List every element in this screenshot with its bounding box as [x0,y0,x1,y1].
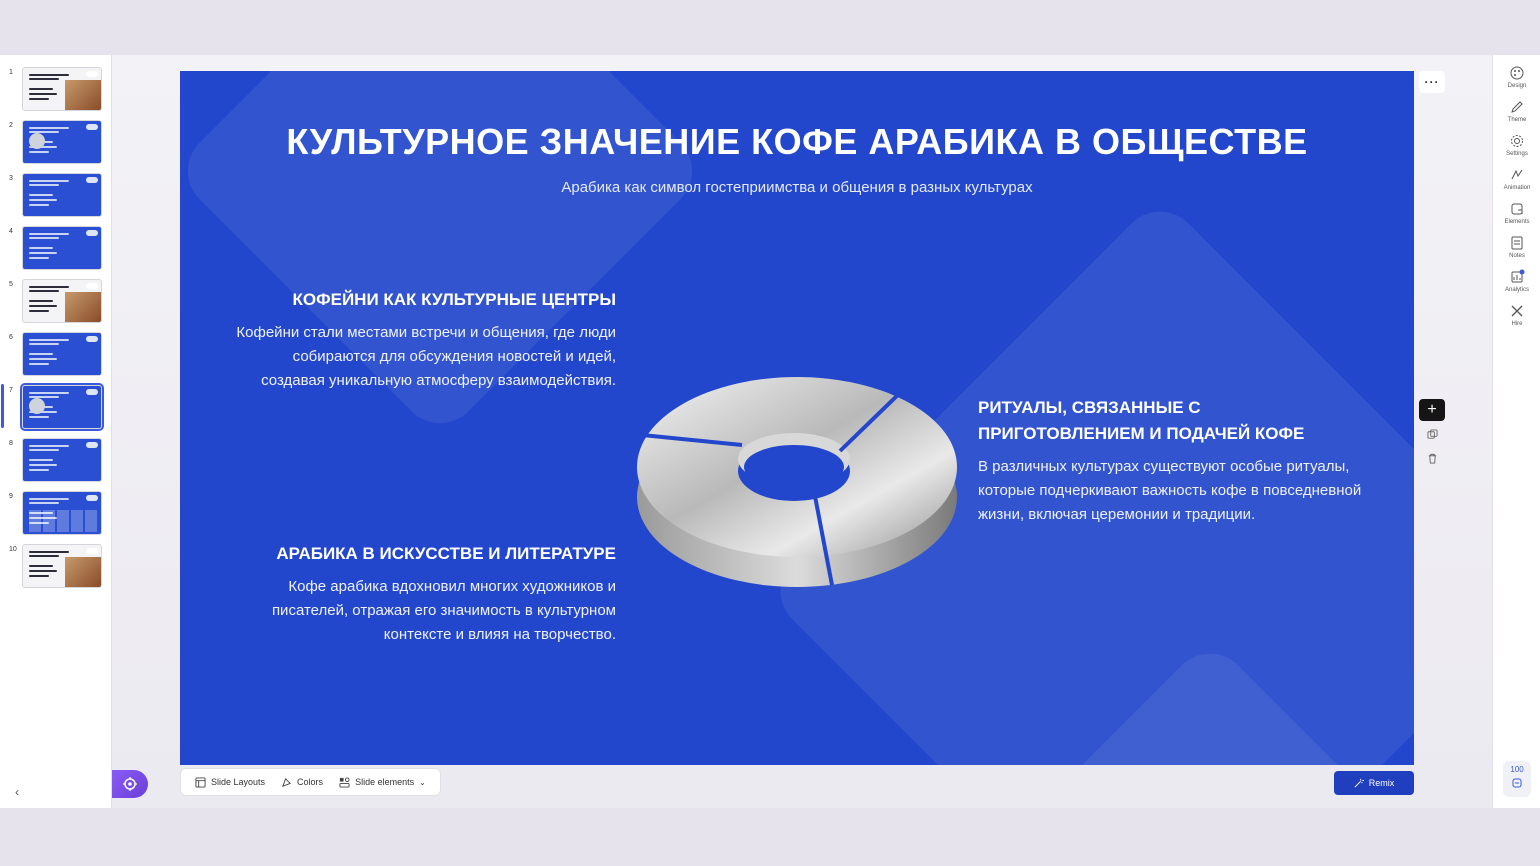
thumbnail-text-line [29,310,49,312]
slide-thumbnail[interactable] [22,173,102,217]
thumbnail-text-line [29,237,59,239]
right-sidebar [1492,55,1540,808]
thumbnail-text-line [29,392,69,394]
sidebar-item-label: Settings [1506,151,1528,157]
sidebar-item-settings[interactable] [1493,133,1540,157]
block-text: Кофейни стали местами встречи и общения, где люди собираются для обсуждения новостей и идей, создавая уникальную атмосферу взаимодействия. [236,324,616,389]
sidebar-item-hire[interactable] [1493,303,1540,327]
colors-button[interactable] [273,769,331,795]
thumbnail-text-line [29,358,57,360]
slide-thumbnail[interactable] [22,279,102,323]
remix-label: Remix [1368,778,1395,788]
thumbnail-ring [29,398,45,414]
slide-number: 7 [9,387,13,394]
thumbnail-text-line [29,449,59,451]
slide-elements-button[interactable] [331,769,434,795]
thumbnail-text-line [29,247,53,249]
block-text: Кофе арабика вдохновил многих художников и писателей, отражая его значимость в культурном контексте и влияя на творчество. [271,578,616,643]
text-block-art[interactable] [220,541,616,647]
slide-canvas[interactable] [180,71,1414,765]
copy-icon [1427,429,1438,440]
slide-number: 1 [9,69,13,76]
sidebar-item-label: Animation [1503,185,1531,191]
thumbnail-text-line [29,575,49,577]
slide-thumbnail[interactable] [22,544,102,588]
slide-number: 5 [9,281,13,288]
thumbnail-column [57,510,69,532]
sidebar-item-analytics[interactable] [1493,269,1540,293]
thumbnail-image [65,557,101,587]
slide-thumbnail-row[interactable] [0,438,112,486]
thumbnail-text-line [29,416,49,418]
thumbnail-text-line [29,199,57,201]
slide-thumbnail[interactable] [22,385,102,429]
slide-thumbnail[interactable] [22,226,102,270]
slide-thumbnail[interactable] [22,332,102,376]
analytics-icon [1509,269,1525,285]
slide-thumbnail-row[interactable] [0,226,112,274]
thumbnail-menu-icon[interactable] [86,177,98,183]
thumbnail-text-line [29,469,49,471]
sidebar-item-label: Hire [1511,321,1523,327]
thumbnail-column [29,510,41,532]
notes-icon [1509,235,1525,251]
thumbnail-text-line [29,498,69,500]
thumbnail-text-line [29,300,53,302]
brush-icon [1509,99,1525,115]
thumbnail-text-line [29,180,69,182]
sidebar-item-label: Design [1507,83,1527,89]
slide-number: 10 [9,546,17,553]
remix-button[interactable] [1334,771,1414,795]
trash-icon [1427,453,1438,464]
sidebar-item-theme[interactable] [1493,99,1540,123]
delete-button[interactable] [1419,449,1445,471]
top-background-band [0,0,1540,55]
slide-layouts-label: Slide Layouts [211,777,266,787]
colors-label: Colors [297,777,324,787]
layers-icon [1511,777,1523,789]
thumbnail-menu-icon[interactable] [86,442,98,448]
block-heading: РИТУАЛЫ, СВЯЗАННЫЕ С ПРИГОТОВЛЕНИЕМ И ПОДАЧЕЙ КОФЕ [978,398,1305,443]
text-block-coffeehouses[interactable] [230,287,616,393]
slide-thumbnail-row[interactable] [0,120,112,168]
sidebar-item-label: Elements [1504,219,1530,225]
slide-layouts-button[interactable] [187,769,273,795]
thumbnail-text-line [29,151,49,153]
thumbnail-text-line [29,343,59,345]
ai-assistant-button[interactable] [112,770,148,798]
slide-number: 8 [9,440,13,447]
thumbnail-text-line [29,127,69,129]
slide-number: 2 [9,122,13,129]
thumbnail-text-line [29,204,49,206]
thumbnail-ring [29,133,45,149]
slide-number: 6 [9,334,13,341]
thumbnail-text-line [29,257,49,259]
elements-icon [1509,201,1525,217]
thumbnail-text-line [29,555,59,557]
slide-thumbnail-row[interactable] [0,332,112,380]
duplicate-button[interactable] [1419,425,1445,447]
bottom-background-band [0,808,1540,866]
slide-more-button[interactable]: ··· [1419,71,1445,93]
slide-thumbnail[interactable] [22,120,102,164]
slide-number: 9 [9,493,13,500]
palette-icon [1509,65,1525,81]
thumbnail-column [71,510,83,532]
thumbnail-menu-icon[interactable] [86,495,98,501]
thumbnail-menu-icon[interactable] [86,71,98,77]
thumbnail-text-line [29,98,49,100]
block-text: В различных культурах существуют особые ритуалы, которые подчеркивают важность кофе в повседневной жизни, включая церемонии и традиции. [978,458,1362,523]
sidebar-item-elements[interactable] [1493,201,1540,225]
tools-icon [1509,303,1525,319]
bottom-toolbar [180,768,441,796]
thumbnail-menu-icon[interactable] [86,548,98,554]
thumbnail-text-line [29,459,53,461]
thumbnail-column [85,510,97,532]
sidebar-item-design[interactable] [1493,65,1540,89]
thumbnail-menu-icon[interactable] [86,124,98,130]
slide-thumbnail[interactable] [22,67,102,111]
sidebar-item-label: Analytics [1504,287,1529,293]
slide-number: 3 [9,175,13,182]
slide-thumbnail-row[interactable] [0,544,112,592]
thumbnail-text-line [29,570,57,572]
motion-icon [1509,167,1525,183]
thumbnail-column [43,510,55,532]
segmented-ring-graphic[interactable] [632,359,962,589]
thumbnail-text-line [29,363,49,365]
sidebar-item-label: Notes [1509,253,1525,259]
thumbnail-text-line [29,194,53,196]
slide-thumbnail[interactable] [22,438,102,482]
text-block-rituals[interactable] [978,395,1370,527]
thumbnail-text-line [29,78,59,80]
thumbnail-text-line [29,74,69,76]
ring-hole-open [744,445,844,489]
layout-icon [195,777,206,788]
thumbnail-text-line [29,464,57,466]
block-heading: КОФЕЙНИ КАК КУЛЬТУРНЫЕ ЦЕНТРЫ [292,290,616,309]
slide-number: 4 [9,228,13,235]
zoom-value: 100 [1510,765,1524,774]
slide-thumbnail[interactable] [22,491,102,535]
zoom-indicator[interactable] [1503,761,1531,797]
sidebar-item-label: Theme [1507,117,1527,123]
slide-thumbnail-row[interactable] [0,173,112,221]
magic-wand-icon [1354,778,1364,788]
thumbnail-text-line [29,184,59,186]
add-element-button[interactable]: + [1419,399,1445,421]
slide-title[interactable]: КУЛЬТУРНОЕ ЗНАЧЕНИЕ КОФЕ АРАБИКА В ОБЩЕСТВЕ [286,121,1308,162]
chevron-down-icon: ⌄ [419,777,426,787]
slide-thumbnail-row[interactable] [0,491,112,539]
thumbnail-text-line [29,305,57,307]
thumbnail-image [65,292,101,322]
thumbnail-text-line [29,286,69,288]
sidebar-item-animation[interactable] [1493,167,1540,191]
sidebar-item-notes[interactable] [1493,235,1540,259]
brand-logo-icon [122,776,138,792]
thumbnail-text-line [29,551,69,553]
thumbnail-text-line [29,445,69,447]
thumbnail-text-line [29,233,69,235]
block-heading: АРАБИКА В ИСКУССТВЕ И ЛИТЕРАТУРЕ [276,544,616,563]
gear-icon [1509,133,1525,149]
thumbnail-text-line [29,93,57,95]
thumbnail-text-line [29,88,53,90]
thumbnail-menu-icon[interactable] [86,336,98,342]
elements-icon [339,777,350,788]
thumbnail-menu-icon[interactable] [86,283,98,289]
paint-icon [281,777,292,788]
thumbnail-text-line [29,353,53,355]
thumbnail-menu-icon[interactable] [86,230,98,236]
slide-thumbnail-row[interactable] [0,385,112,433]
thumbnail-text-line [29,290,59,292]
collapse-panel-button[interactable]: ‹ [15,785,19,799]
thumbnail-text-line [29,565,53,567]
slide-thumbnail-row[interactable] [0,279,112,327]
slides-panel [0,55,112,808]
editor-window [0,55,1540,808]
slide-thumbnail-row[interactable] [0,67,112,115]
thumbnail-menu-icon[interactable] [86,389,98,395]
thumbnail-text-line [29,252,57,254]
thumbnail-image [65,80,101,110]
thumbnail-text-line [29,502,59,504]
slide-subtitle[interactable]: Арабика как символ гостеприимства и общения в разных культурах [561,179,1033,196]
slide-elements-label: Slide elements [355,777,415,787]
thumbnail-text-line [29,339,69,341]
